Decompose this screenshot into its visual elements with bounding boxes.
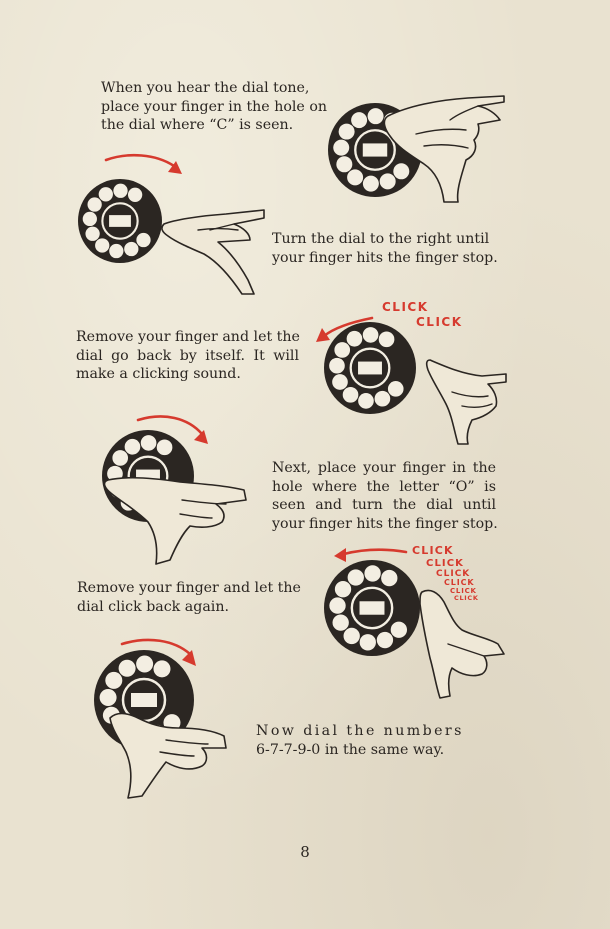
finger-hole bbox=[100, 689, 117, 706]
finger-hole bbox=[333, 140, 349, 156]
number-card bbox=[360, 601, 385, 614]
finger-hole bbox=[329, 597, 345, 613]
finger-hole bbox=[358, 393, 374, 409]
instruction-line: Remove your finger and let the bbox=[77, 580, 301, 596]
dial-illustration-4 bbox=[96, 410, 256, 570]
instruction-line: Remove your finger and let the bbox=[76, 329, 300, 345]
finger-hole bbox=[379, 331, 395, 347]
click-sound-label: CLICK bbox=[454, 594, 479, 602]
finger-hole bbox=[109, 244, 123, 258]
hand-icon bbox=[420, 590, 504, 698]
finger-hole bbox=[136, 233, 150, 247]
finger-hole bbox=[351, 112, 367, 128]
instruction-line: dial go back by itself. It will bbox=[76, 347, 299, 364]
finger-hole bbox=[364, 565, 380, 581]
finger-hole bbox=[105, 672, 122, 689]
click-sound-label: CLICK bbox=[444, 578, 475, 587]
page-number: 8 bbox=[300, 843, 310, 861]
instruction-line: make a clicking sound. bbox=[76, 366, 241, 383]
instruction-line: seen and turn the dial until bbox=[272, 497, 496, 514]
dial-illustration-5 bbox=[318, 540, 518, 700]
number-card bbox=[131, 693, 157, 707]
finger-hole bbox=[332, 374, 348, 390]
finger-hole bbox=[335, 581, 351, 597]
instruction-step-1 bbox=[101, 79, 327, 135]
finger-hole bbox=[136, 656, 153, 673]
instruction-step-2 bbox=[272, 230, 498, 267]
finger-hole bbox=[363, 176, 379, 192]
dial-illustration-1 bbox=[328, 94, 508, 204]
rotary-dial-icon bbox=[78, 179, 162, 263]
instruction-line: place your finger in the hole on bbox=[101, 98, 328, 115]
click-sound-label: CLICK bbox=[382, 300, 429, 314]
instruction-line: your finger hits the finger stop. bbox=[272, 515, 498, 532]
finger-hole bbox=[347, 169, 363, 185]
number-card bbox=[363, 143, 387, 156]
dial-illustration-3 bbox=[312, 296, 512, 446]
finger-hole bbox=[344, 628, 360, 644]
finger-hole bbox=[154, 660, 171, 677]
finger-hole bbox=[339, 124, 355, 140]
instruction-line: 6-7-7-9-0 in the same way. bbox=[256, 741, 445, 758]
dial-illustration-2 bbox=[78, 150, 268, 300]
finger-hole bbox=[388, 381, 404, 397]
finger-hole bbox=[119, 660, 136, 677]
finger-hole bbox=[128, 188, 142, 202]
instruction-line: When you hear the dial tone, bbox=[101, 80, 310, 96]
finger-hole bbox=[95, 238, 109, 252]
instruction-line: dial click back again. bbox=[77, 598, 229, 615]
instruction-line: Now dial the numbers bbox=[256, 723, 464, 739]
finger-hole bbox=[393, 163, 409, 179]
finger-hole bbox=[141, 435, 157, 451]
finger-hole bbox=[113, 184, 127, 198]
instruction-line: Turn the dial to the right until bbox=[272, 231, 490, 247]
click-sound-label: CLICK bbox=[412, 544, 454, 557]
number-card bbox=[358, 362, 382, 375]
finger-hole bbox=[343, 387, 359, 403]
finger-hole bbox=[368, 108, 384, 124]
instruction-line: the dial where “C” is seen. bbox=[101, 117, 294, 134]
click-sound-label: CLICK bbox=[436, 569, 471, 579]
instruction-step-6 bbox=[256, 722, 464, 759]
hand-icon bbox=[427, 360, 506, 444]
instruction-step-4 bbox=[272, 459, 496, 533]
number-card bbox=[109, 215, 131, 227]
finger-hole bbox=[391, 622, 407, 638]
instruction-step-5 bbox=[77, 579, 301, 616]
finger-hole bbox=[380, 173, 396, 189]
finger-hole bbox=[375, 391, 391, 407]
rotary-dial-icon bbox=[324, 322, 416, 414]
finger-hole bbox=[87, 197, 101, 211]
rotary-dial-icon bbox=[324, 560, 420, 656]
finger-hole bbox=[363, 327, 379, 343]
finger-hole bbox=[83, 212, 97, 226]
click-sound-label: CLICK bbox=[426, 558, 465, 569]
finger-hole bbox=[125, 439, 141, 455]
instruction-step-3 bbox=[76, 328, 299, 384]
hand-icon bbox=[105, 478, 246, 564]
finger-hole bbox=[124, 242, 138, 256]
finger-hole bbox=[360, 634, 376, 650]
finger-hole bbox=[99, 187, 113, 201]
finger-hole bbox=[85, 227, 99, 241]
dial-illustration-6 bbox=[86, 632, 246, 802]
hand-icon bbox=[162, 210, 264, 294]
click-sound-label: CLICK bbox=[416, 315, 463, 329]
finger-hole bbox=[347, 331, 363, 347]
rotation-arrow-icon bbox=[344, 550, 406, 554]
finger-hole bbox=[112, 450, 128, 466]
finger-hole bbox=[157, 439, 173, 455]
instruction-line: Next, place your finger in the bbox=[272, 460, 496, 476]
finger-hole bbox=[336, 156, 352, 172]
finger-hole bbox=[329, 358, 345, 374]
finger-hole bbox=[334, 342, 350, 358]
finger-hole bbox=[381, 570, 397, 586]
instruction-line: your finger hits the finger stop. bbox=[272, 249, 498, 266]
finger-hole bbox=[348, 569, 364, 585]
rotation-arrow-icon bbox=[106, 155, 174, 166]
finger-hole bbox=[333, 614, 349, 630]
click-sound-label: CLICK bbox=[450, 587, 477, 595]
instruction-line: hole where the letter “O” is bbox=[272, 478, 496, 495]
finger-hole bbox=[377, 632, 393, 648]
